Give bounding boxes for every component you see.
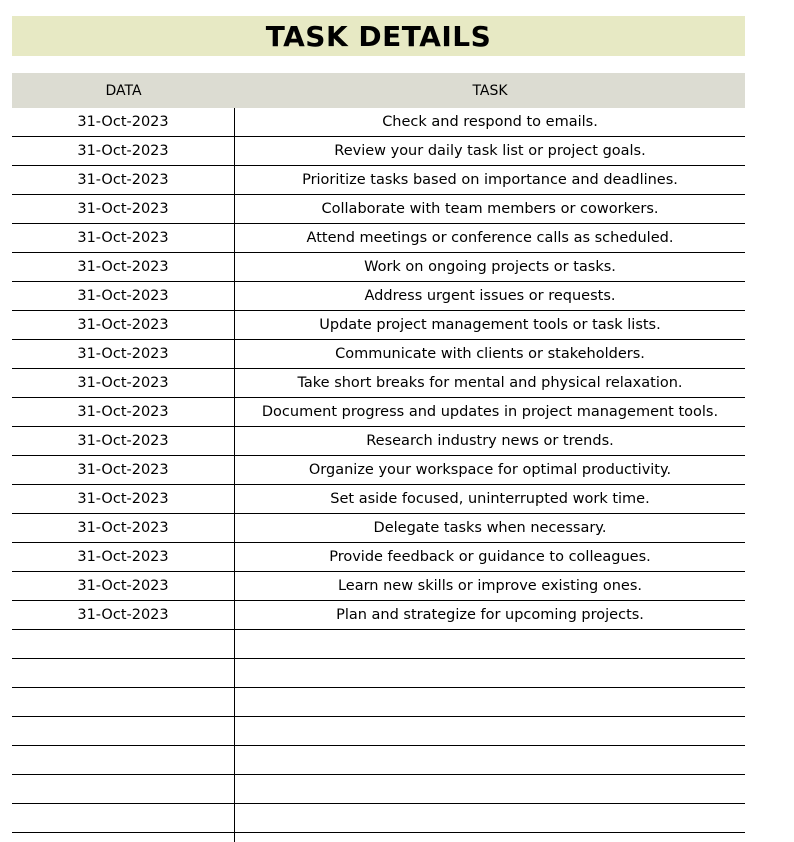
page-title: TASK DETAILS (265, 19, 492, 53)
table-row (12, 601, 745, 630)
date-cell[interactable]: 31-Oct-2023 (12, 456, 235, 484)
date-cell[interactable]: 31-Oct-2023 (12, 340, 235, 368)
table-row (12, 543, 745, 572)
table-row (12, 166, 745, 195)
table-row (12, 224, 745, 253)
table-tail (12, 833, 745, 842)
column-header-date: DATA (105, 82, 142, 99)
table-row (12, 108, 745, 137)
table-row (12, 514, 745, 543)
task-cell[interactable]: Learn new skills or improve existing ones. (337, 578, 643, 594)
task-cell[interactable]: Review your daily task list or project goals. (334, 143, 646, 159)
task-cell[interactable]: Collaborate with team members or coworkers. (321, 201, 659, 217)
task-cell[interactable]: Delegate tasks when necessary. (373, 520, 607, 536)
task-cell[interactable]: Communicate with clients or stakeholders. (335, 346, 645, 362)
date-cell[interactable]: 31-Oct-2023 (12, 485, 235, 513)
date-cell[interactable]: 31-Oct-2023 (12, 369, 235, 397)
task-cell[interactable]: Provide feedback or guidance to colleagues. (329, 549, 651, 565)
date-cell[interactable]: 31-Oct-2023 (12, 543, 235, 571)
task-cell[interactable]: Check and respond to emails. (382, 114, 598, 130)
task-cell[interactable]: Organize your workspace for optimal productivity. (308, 462, 672, 478)
date-cell[interactable] (12, 804, 235, 832)
table-row (12, 369, 745, 398)
table-row (12, 746, 745, 775)
table-row (12, 253, 745, 282)
date-cell[interactable]: 31-Oct-2023 (12, 282, 235, 310)
task-cell[interactable]: Set aside focused, uninterrupted work time. (330, 491, 650, 507)
date-cell[interactable] (12, 746, 235, 774)
table-row (12, 485, 745, 514)
table-row (12, 688, 745, 717)
date-cell[interactable]: 31-Oct-2023 (12, 514, 235, 542)
task-cell[interactable]: Research industry news or trends. (366, 433, 614, 449)
table-row (12, 282, 745, 311)
date-cell[interactable]: 31-Oct-2023 (12, 427, 235, 455)
table-tail-divider (12, 833, 235, 842)
date-cell[interactable]: 31-Oct-2023 (12, 572, 235, 600)
table-row (12, 311, 745, 340)
table-body (12, 108, 745, 833)
table-header-row (12, 73, 745, 108)
title-banner (12, 16, 745, 56)
table-row (12, 659, 745, 688)
date-cell[interactable]: 31-Oct-2023 (12, 311, 235, 339)
task-cell[interactable]: Document progress and updates in project management tools. (261, 404, 719, 420)
date-cell[interactable]: 31-Oct-2023 (12, 601, 235, 629)
task-cell[interactable]: Address urgent issues or requests. (364, 288, 616, 304)
date-cell[interactable]: 31-Oct-2023 (12, 166, 235, 194)
date-cell[interactable] (12, 659, 235, 687)
table-row (12, 717, 745, 746)
date-cell[interactable]: 31-Oct-2023 (12, 398, 235, 426)
date-cell[interactable] (12, 775, 235, 803)
date-cell[interactable]: 31-Oct-2023 (12, 224, 235, 252)
table-row (12, 456, 745, 485)
task-cell[interactable]: Work on ongoing projects or tasks. (364, 259, 616, 275)
date-cell[interactable]: 31-Oct-2023 (12, 195, 235, 223)
table-row (12, 427, 745, 456)
task-table (12, 73, 745, 842)
date-cell[interactable]: 31-Oct-2023 (12, 253, 235, 281)
task-cell[interactable]: Prioritize tasks based on importance and deadlines. (302, 172, 678, 188)
task-cell[interactable]: Plan and strategize for upcoming projects. (336, 607, 644, 623)
table-row (12, 195, 745, 224)
table-row (12, 804, 745, 833)
task-cell[interactable]: Attend meetings or conference calls as scheduled. (306, 230, 674, 246)
date-cell[interactable]: 31-Oct-2023 (12, 108, 235, 136)
date-cell[interactable]: 31-Oct-2023 (12, 137, 235, 165)
date-cell[interactable] (12, 630, 235, 658)
task-cell[interactable]: Take short breaks for mental and physical relaxation. (297, 375, 683, 391)
table-row (12, 340, 745, 369)
table-row (12, 775, 745, 804)
task-cell[interactable]: Update project management tools or task lists. (319, 317, 661, 333)
column-header-task: TASK (472, 82, 508, 99)
date-cell[interactable] (12, 717, 235, 745)
table-row (12, 630, 745, 659)
table-row (12, 572, 745, 601)
table-row (12, 137, 745, 166)
date-cell[interactable] (12, 688, 235, 716)
table-row (12, 398, 745, 427)
